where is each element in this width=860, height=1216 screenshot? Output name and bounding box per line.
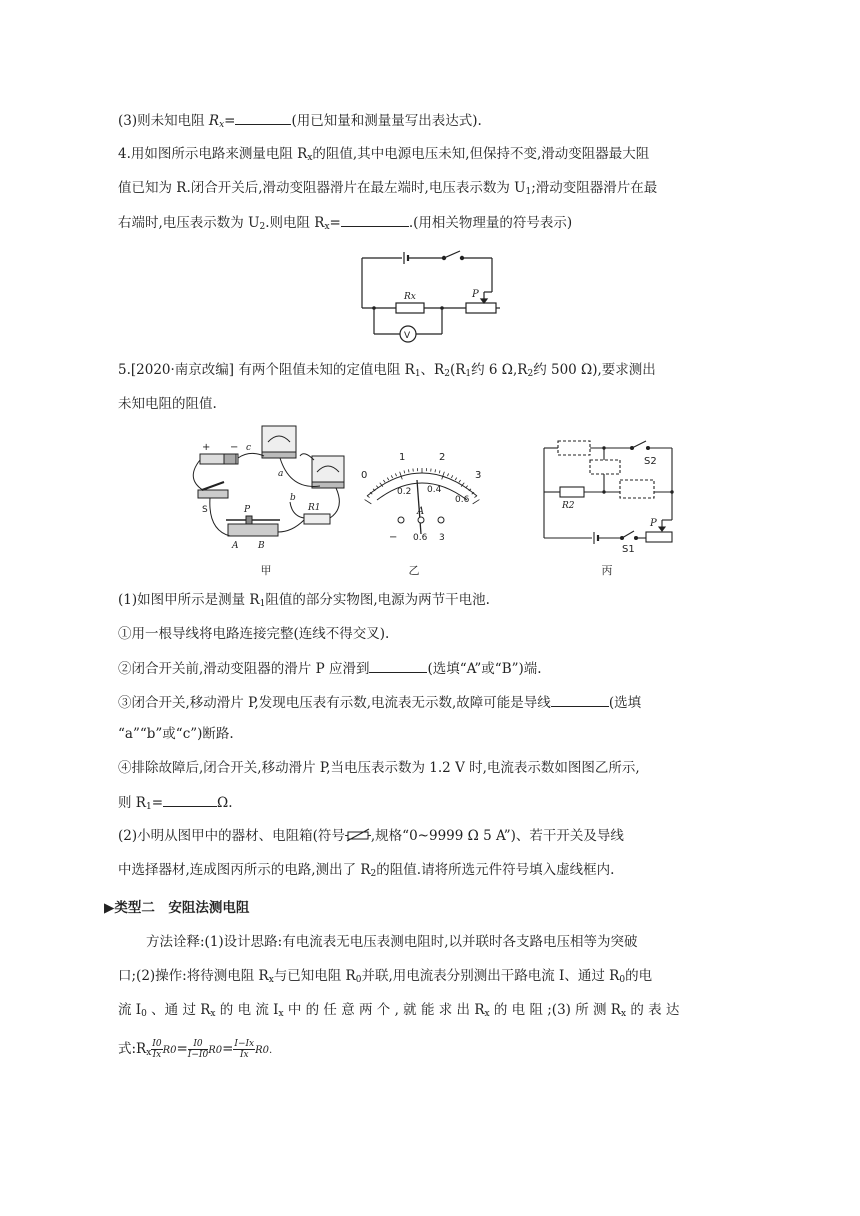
answer-blank[interactable] <box>163 792 217 807</box>
svg-text:0.6: 0.6 <box>455 495 470 505</box>
q5-p3: ②闭合开关前,滑动变阻器的滑片 P 应滑到 (选填“A”或“B”)端. <box>118 658 542 679</box>
svg-text:V: V <box>404 331 411 341</box>
svg-text:b: b <box>290 493 296 503</box>
svg-text:S1: S1 <box>622 544 635 554</box>
dial-tick <box>376 486 378 488</box>
dial-tick <box>447 473 448 476</box>
section-heading: ▶类型二 安阻法测电阻 <box>104 900 250 916</box>
dial-tick <box>455 478 457 481</box>
dial-tick <box>474 496 476 498</box>
q5-p8: (2)小明从图甲中的器材、电阻箱(符号 ,规格“0~9999 Ω 5 A”)、若干开关及导线 <box>118 828 624 844</box>
q3-eq: = <box>224 113 236 129</box>
svg-text:0.4: 0.4 <box>427 485 442 495</box>
q5-p2: ①用一根导线将电路连接完整(连线不得交叉). <box>118 626 390 642</box>
svg-text:1: 1 <box>399 452 406 463</box>
q3-prefix: (3)则未知电阻 <box>118 113 209 129</box>
q3-var: R <box>208 113 220 129</box>
svg-text:P: P <box>244 505 251 515</box>
svg-text:−: − <box>230 442 239 453</box>
q4-line3: 右端时,电压表示数为 $U_2$.则电阻 $R_x=$ .(用相关物理量的符号表示) <box>118 212 572 237</box>
fig-yi-caption: 乙 <box>408 564 420 577</box>
resistance-box-symbol-icon <box>345 828 371 842</box>
dial-tick <box>451 475 452 478</box>
dial-tick <box>365 500 372 504</box>
q4-circuit-diagram <box>350 246 510 346</box>
svg-text:R2: R2 <box>562 501 575 511</box>
svg-text:Rx: Rx <box>404 292 416 302</box>
fig-yi-ammeter-dial <box>355 440 490 550</box>
dial-tick <box>367 496 369 498</box>
fig-jia-physical-circuit <box>180 420 360 560</box>
fig-jia-caption: 甲 <box>260 564 272 577</box>
q5-p9: 中选择器材,连成图丙所示的电路,测出了 $R_2$的阻值.请将所选元件符号填入虚线框内. <box>118 862 615 879</box>
dial-tick <box>408 469 409 472</box>
method-line3: 流 $I_0$ 、通 过 $R_x$ 的 电 流 $I_x$ 中 的 任 意 两 个 , 就 能 求 出 $R_x$ 的 电 阻 ;(3) 所 测 $R_x$ 的 表 达 <box>118 1002 680 1019</box>
dial-tick <box>404 470 405 473</box>
q5-p1: (1)如图甲所示是测量 $R_1$阻值的部分实物图,电源为两节干电池. <box>118 592 490 609</box>
method-line4-formula: 式$:R_x$ $\frac{I0}{Ix}$ R0= $\frac{I0}{I-I0}$ R0= $\frac{I-Ix}{Ix}$ R0. <box>118 1039 273 1060</box>
q5-line2: 未知电阻的阻值. <box>118 396 217 412</box>
q5-p4: ③闭合开关,移动滑片 P,发现电压表有示数,电流表无示数,故障可能是导线 (选填 <box>118 692 641 713</box>
q5-p6: ④排除故障后,闭合开关,移动滑片 P,当电压表示数为 1.2 V 时,电流表示数如图图乙所示, <box>118 760 640 776</box>
dial-tick <box>391 475 392 478</box>
svg-text:A: A <box>232 541 239 551</box>
answer-blank[interactable] <box>551 692 609 707</box>
svg-text:−: − <box>389 532 398 543</box>
fraction: $\frac{I-Ix}{Ix}$ <box>234 1039 255 1060</box>
answer-blank[interactable] <box>369 658 427 673</box>
svg-text:a: a <box>278 469 284 479</box>
dial-tick <box>387 478 389 481</box>
svg-text:3: 3 <box>475 470 482 481</box>
dial-tick <box>395 473 396 476</box>
answer-blank[interactable] <box>341 212 409 227</box>
dial-tick <box>466 486 468 488</box>
dial-tick <box>473 500 480 504</box>
svg-text:S: S <box>202 505 208 515</box>
svg-text:+: + <box>202 442 211 453</box>
fraction: $\frac{I0}{Ix}$ <box>152 1039 162 1060</box>
svg-text:3: 3 <box>439 533 445 543</box>
svg-text:2: 2 <box>439 452 446 463</box>
svg-text:P: P <box>472 289 479 300</box>
svg-text:c: c <box>246 443 252 453</box>
svg-text:B: B <box>258 541 265 551</box>
method-line2: 口;(2)操作:将待测电阻 $R_x$与已知电阻 $R_0$并联,用电流表分别测出干路电流 I、通过 $R_0$的电 <box>118 968 653 985</box>
fig-bing-caption: 丙 <box>601 564 613 577</box>
dial-tick <box>435 469 436 472</box>
svg-text:S2: S2 <box>644 456 657 467</box>
q4-line2: 值已知为 R.闭合开关后,滑动变阻器滑片在最左端时,电压表示数为 $U_1$;滑动变阻器滑片在最 <box>118 180 658 197</box>
dial-tick <box>439 470 440 473</box>
method-line1: 方法诠释:(1)设计思路:有电流表无电压表测电阻时,以并联时各支路电压相等为突破 <box>146 934 638 950</box>
q5-line1: 5.[2020·南京改编] 有两个阻值未知的定值电阻 $R_1$、$R_2(R_1$约 6 $\Omega,R_2$约 500 Ω),要求测出 <box>118 362 656 379</box>
q5-p7: 则 $R_1= \Omega$. <box>118 792 233 817</box>
svg-text:R1: R1 <box>308 503 321 513</box>
q4-line1: 4.用如图所示电路来测量电阻 $R_x$的阻值,其中电源电压未知,但保持不变,滑动变阻器最大阻 <box>118 146 650 163</box>
q3-suffix: (用已知量和测量量写出表达式). <box>291 113 482 129</box>
fraction: $\frac{I0}{I-I0}$ <box>187 1039 209 1060</box>
q3-sub: x <box>219 120 225 130</box>
q5-p5: “a”“b”或“c”)断路. <box>118 726 234 742</box>
svg-text:0.2: 0.2 <box>397 487 412 497</box>
q3-line <box>118 110 482 135</box>
fig-bing-circuit-diagram <box>534 436 684 554</box>
dial-tick <box>383 480 385 482</box>
svg-text:A: A <box>417 506 425 517</box>
dial-tick <box>459 480 461 482</box>
svg-text:0.6: 0.6 <box>413 533 428 543</box>
answer-blank[interactable] <box>235 110 291 125</box>
svg-text:P: P <box>650 518 657 529</box>
svg-text:0: 0 <box>361 470 368 481</box>
